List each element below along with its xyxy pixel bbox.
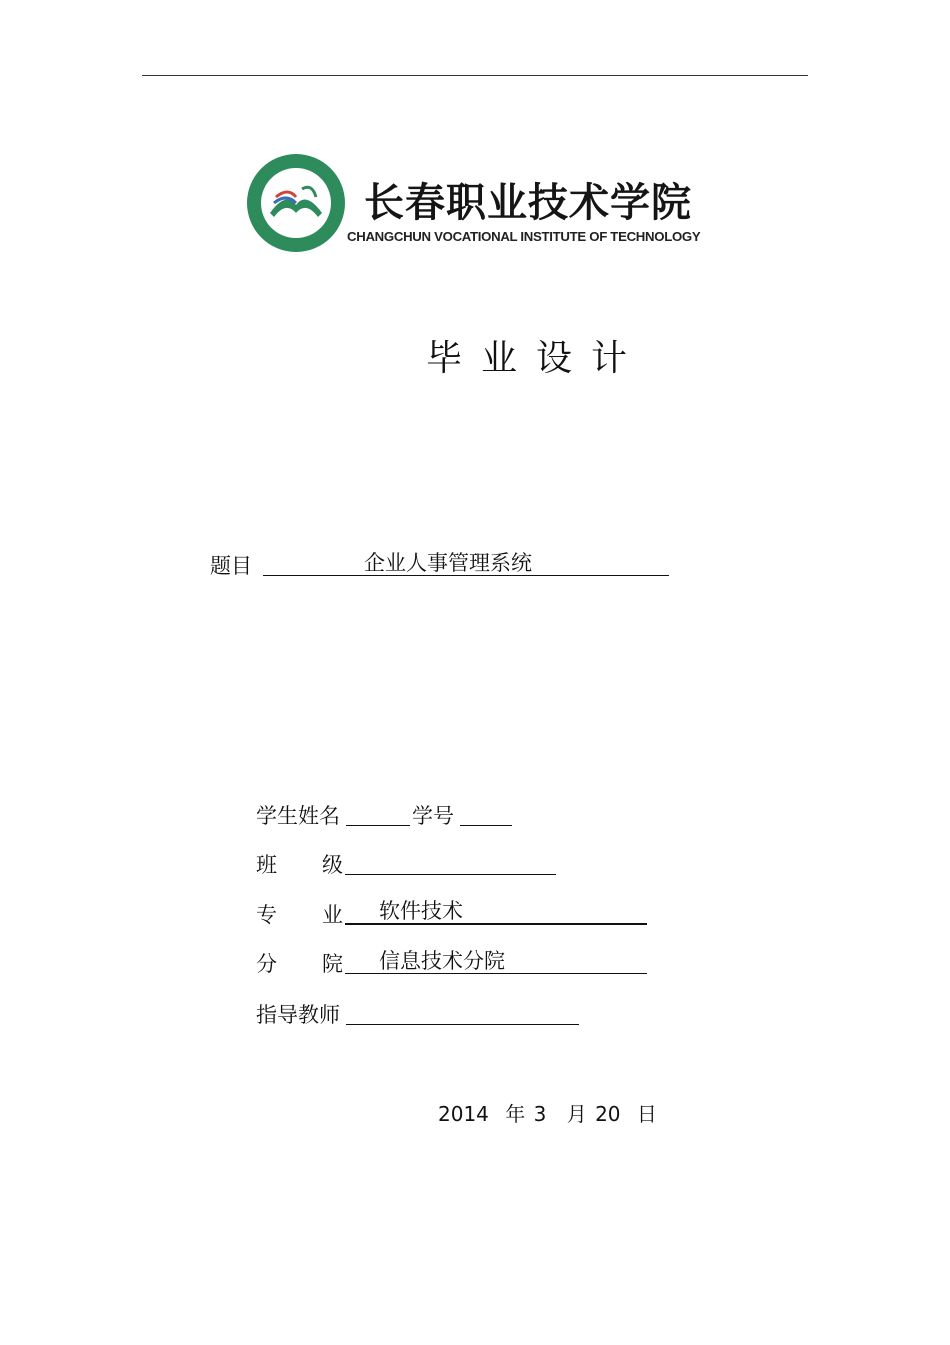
major-field xyxy=(345,899,647,925)
major-label-1: 专 xyxy=(256,903,277,927)
college-value: 信息技术分院 xyxy=(379,949,505,973)
topic-value: 企业人事管理系统 xyxy=(364,551,532,575)
date-day-unit: 日 xyxy=(636,1102,657,1126)
advisor-label: 指导教师 xyxy=(256,1003,340,1027)
topic-label: 题目 xyxy=(210,554,252,578)
class-label-1: 班 xyxy=(256,853,277,877)
class-label-2: 级 xyxy=(322,853,343,877)
student-name-label: 学生姓名 xyxy=(256,804,340,828)
date-month-unit: 月 xyxy=(566,1102,587,1126)
institute-logo xyxy=(246,153,732,253)
class-field xyxy=(345,850,556,875)
institute-seal-icon xyxy=(246,153,346,253)
advisor-field xyxy=(346,1000,579,1025)
submission-date xyxy=(438,1098,657,1127)
college-label-1: 分 xyxy=(256,952,277,976)
college-label-2: 院 xyxy=(322,952,343,976)
topic-field xyxy=(263,551,669,576)
institute-name-cn: 长春职业技术学院 xyxy=(364,180,692,226)
date-year: 2014 xyxy=(438,1102,489,1126)
college-field xyxy=(345,949,647,974)
date-month: 3 xyxy=(533,1102,547,1126)
major-value: 软件技术 xyxy=(379,899,463,923)
major-label-2: 业 xyxy=(322,903,343,927)
student-name-field xyxy=(346,801,410,826)
date-day: 20 xyxy=(595,1102,621,1126)
header-rule xyxy=(142,75,808,76)
institute-name-en: CHANGCHUN VOCATIONAL INSTITUTE OF TECHNOLOGY xyxy=(347,229,701,244)
student-id-field xyxy=(460,801,512,826)
document-title: 毕业设计 xyxy=(426,338,647,379)
student-id-label: 学号 xyxy=(412,804,454,828)
date-year-unit: 年 xyxy=(505,1102,526,1126)
